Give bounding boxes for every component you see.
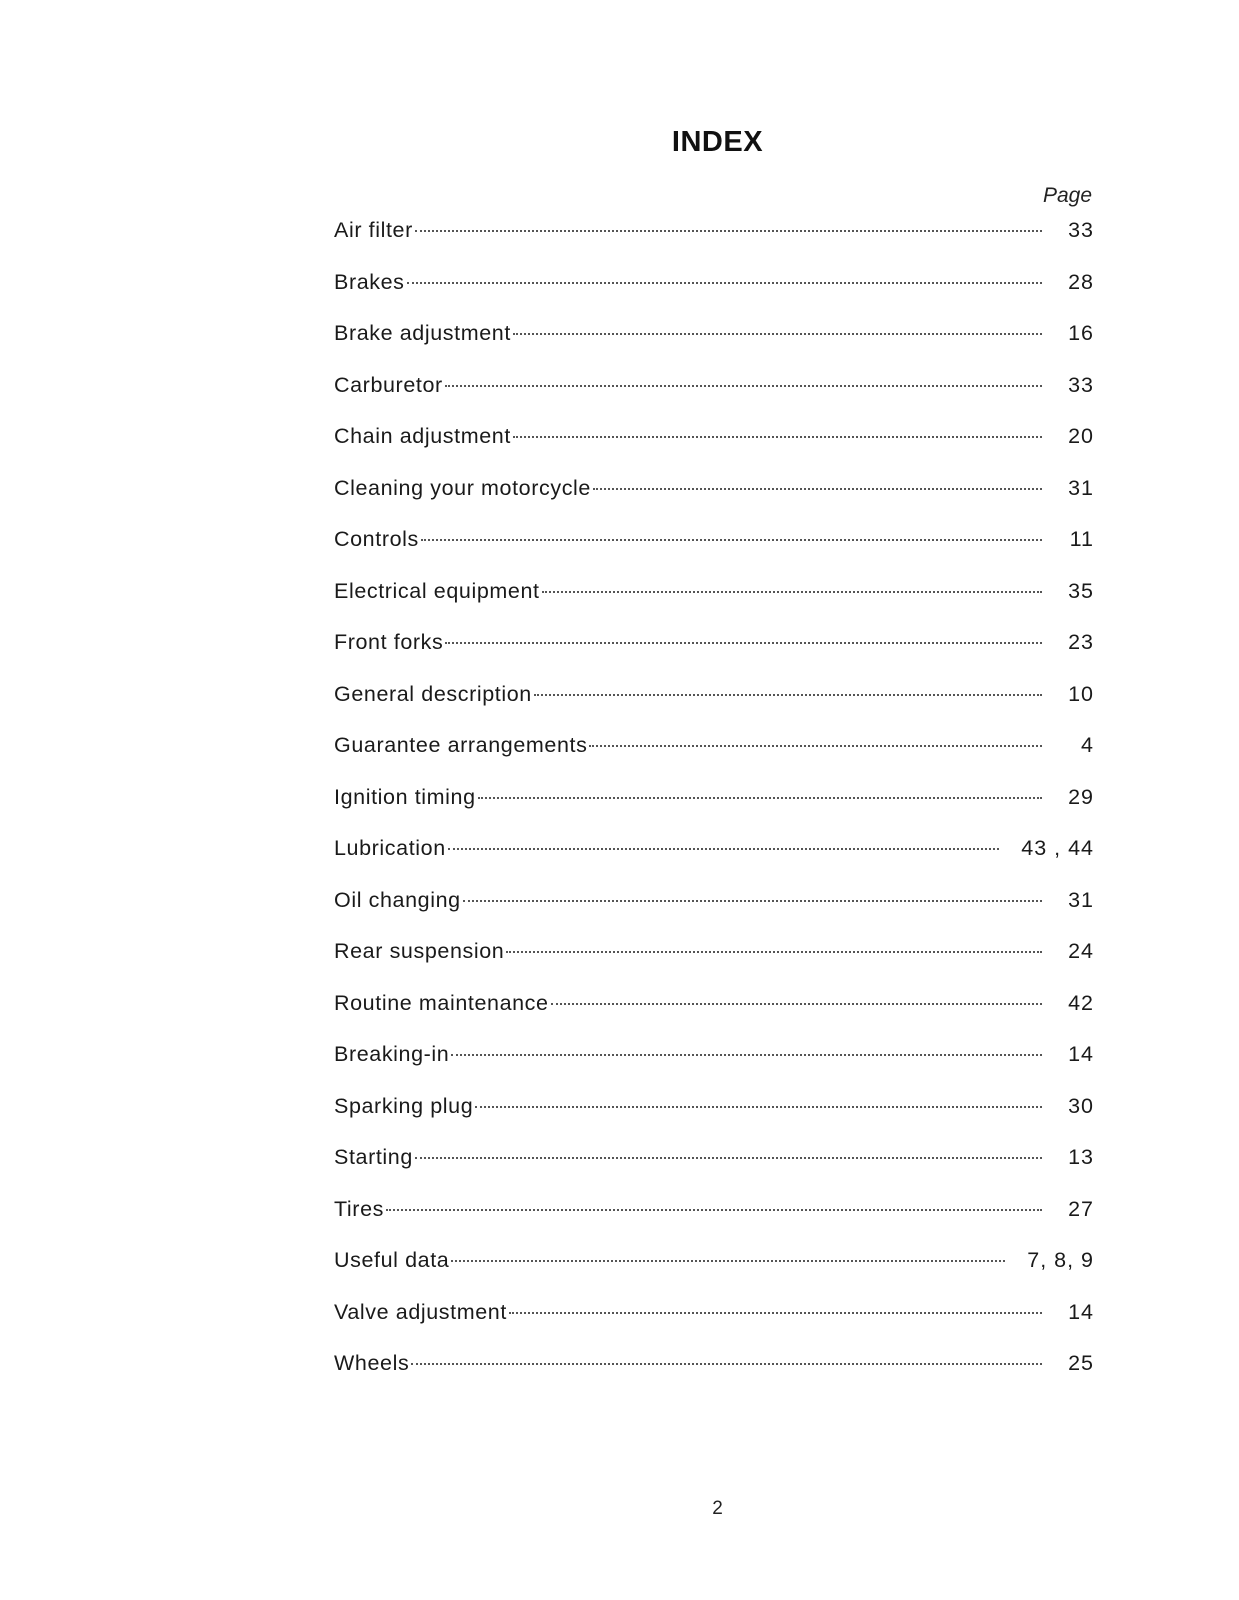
index-entry-label: General description bbox=[334, 681, 532, 706]
index-entry-page: 42 bbox=[1068, 990, 1094, 1015]
index-entry bbox=[334, 775, 1094, 827]
index-entry-page: 23 bbox=[1068, 630, 1094, 654]
index-entry bbox=[334, 878, 1094, 930]
index-entry-label: Starting bbox=[334, 1145, 413, 1169]
index-entry bbox=[334, 569, 1094, 621]
index-entry bbox=[334, 1135, 1094, 1187]
index-entry-label: Carburetor bbox=[334, 372, 443, 397]
index-entry-page: 27 bbox=[1068, 1196, 1094, 1221]
index-entry-page: 31 bbox=[1068, 887, 1094, 912]
dot-leader bbox=[534, 694, 1042, 696]
index-entry-label: Brake adjustment bbox=[334, 321, 511, 345]
index-entry bbox=[334, 363, 1094, 415]
index-entry bbox=[334, 311, 1094, 363]
index-entry-label: Oil changing bbox=[334, 887, 461, 912]
index-entry-label: Ignition timing bbox=[334, 784, 476, 809]
index-entry-label: Valve adjustment bbox=[334, 1299, 507, 1324]
dot-leader bbox=[451, 1260, 1005, 1262]
index-entry-label: Controls bbox=[334, 527, 419, 551]
index-entry-page: 14 bbox=[1068, 1042, 1094, 1066]
dot-leader bbox=[463, 900, 1042, 902]
index-entry-label: Breaking-in bbox=[334, 1042, 450, 1066]
index-entry-page: 33 bbox=[1068, 372, 1094, 397]
index-entry-page: 13 bbox=[1068, 1145, 1094, 1169]
dot-leader bbox=[415, 230, 1042, 232]
dot-leader bbox=[542, 591, 1042, 593]
dot-leader bbox=[509, 1312, 1042, 1314]
index-entry bbox=[334, 723, 1094, 775]
index-entry bbox=[334, 620, 1094, 672]
index-entry-page: 20 bbox=[1068, 424, 1094, 448]
index-entry-page: 33 bbox=[1068, 218, 1094, 242]
index-entry bbox=[334, 1032, 1094, 1084]
index-entry bbox=[334, 208, 1094, 260]
dot-leader bbox=[386, 1209, 1042, 1211]
dot-leader bbox=[513, 333, 1042, 335]
index-entry-label: Chain adjustment bbox=[334, 424, 511, 448]
index-entry bbox=[334, 1187, 1094, 1239]
dot-leader bbox=[593, 488, 1042, 490]
dot-leader bbox=[589, 745, 1042, 747]
dot-leader bbox=[478, 797, 1042, 799]
dot-leader bbox=[475, 1106, 1042, 1108]
index-entry-page: 10 bbox=[1068, 681, 1094, 706]
index-entries-list bbox=[334, 208, 1094, 1393]
index-entry-page: 43 , 44 bbox=[1021, 836, 1094, 860]
index-entry-label: Rear suspension bbox=[334, 939, 505, 963]
dot-leader bbox=[421, 539, 1042, 541]
index-entry-page: 28 bbox=[1068, 269, 1094, 294]
index-entry-page: 7, 8, 9 bbox=[1027, 1248, 1094, 1272]
index-entry-page: 11 bbox=[1069, 527, 1094, 551]
index-entry-label: Air filter bbox=[334, 218, 413, 242]
index-entry bbox=[334, 517, 1094, 569]
page-number: 2 bbox=[712, 1498, 723, 1519]
index-entry-label: Guarantee arrangements bbox=[334, 733, 588, 757]
index-entry-label: Front forks bbox=[334, 630, 444, 654]
dot-leader bbox=[506, 951, 1042, 953]
index-entry-label: Cleaning your motorcycle bbox=[334, 475, 591, 500]
index-entry bbox=[334, 466, 1094, 518]
index-entry bbox=[334, 826, 1094, 878]
page-column-heading: Page bbox=[1042, 184, 1092, 207]
index-entry bbox=[334, 414, 1094, 466]
index-entry bbox=[334, 1290, 1094, 1342]
index-entry-label: Routine maintenance bbox=[334, 990, 549, 1015]
dot-leader bbox=[445, 385, 1042, 387]
index-entry-page: 35 bbox=[1068, 578, 1094, 603]
index-entry-page: 29 bbox=[1068, 784, 1094, 809]
dot-leader bbox=[415, 1157, 1042, 1159]
index-entry-label: Tires bbox=[334, 1196, 384, 1221]
dot-leader bbox=[411, 1363, 1042, 1365]
index-entry-page: 31 bbox=[1068, 475, 1094, 500]
index-entry-page: 30 bbox=[1068, 1093, 1094, 1118]
dot-leader bbox=[451, 1054, 1042, 1056]
index-entry-page: 24 bbox=[1068, 939, 1094, 963]
dot-leader bbox=[407, 282, 1042, 284]
index-entry bbox=[334, 260, 1094, 312]
index-title: INDEX bbox=[671, 126, 764, 158]
index-entry-label: Brakes bbox=[334, 269, 405, 294]
index-entry-label: Electrical equipment bbox=[334, 578, 540, 603]
index-entry-label: Useful data bbox=[334, 1248, 450, 1272]
dot-leader bbox=[551, 1003, 1042, 1005]
index-entry bbox=[334, 1238, 1094, 1290]
index-entry-page: 4 bbox=[1081, 733, 1094, 757]
index-entry bbox=[334, 1084, 1094, 1136]
index-entry bbox=[334, 672, 1094, 724]
dot-leader bbox=[448, 848, 999, 850]
index-entry-page: 25 bbox=[1068, 1351, 1094, 1375]
dot-leader bbox=[445, 642, 1042, 644]
index-entry-page: 16 bbox=[1068, 321, 1094, 345]
index-entry-label: Sparking plug bbox=[334, 1093, 474, 1118]
index-entry bbox=[334, 1341, 1094, 1393]
index-entry-label: Lubrication bbox=[334, 836, 446, 860]
dot-leader bbox=[513, 436, 1042, 438]
index-entry bbox=[334, 929, 1094, 981]
index-entry-label: Wheels bbox=[334, 1351, 410, 1375]
index-entry bbox=[334, 981, 1094, 1033]
index-entry-page: 14 bbox=[1068, 1299, 1094, 1324]
